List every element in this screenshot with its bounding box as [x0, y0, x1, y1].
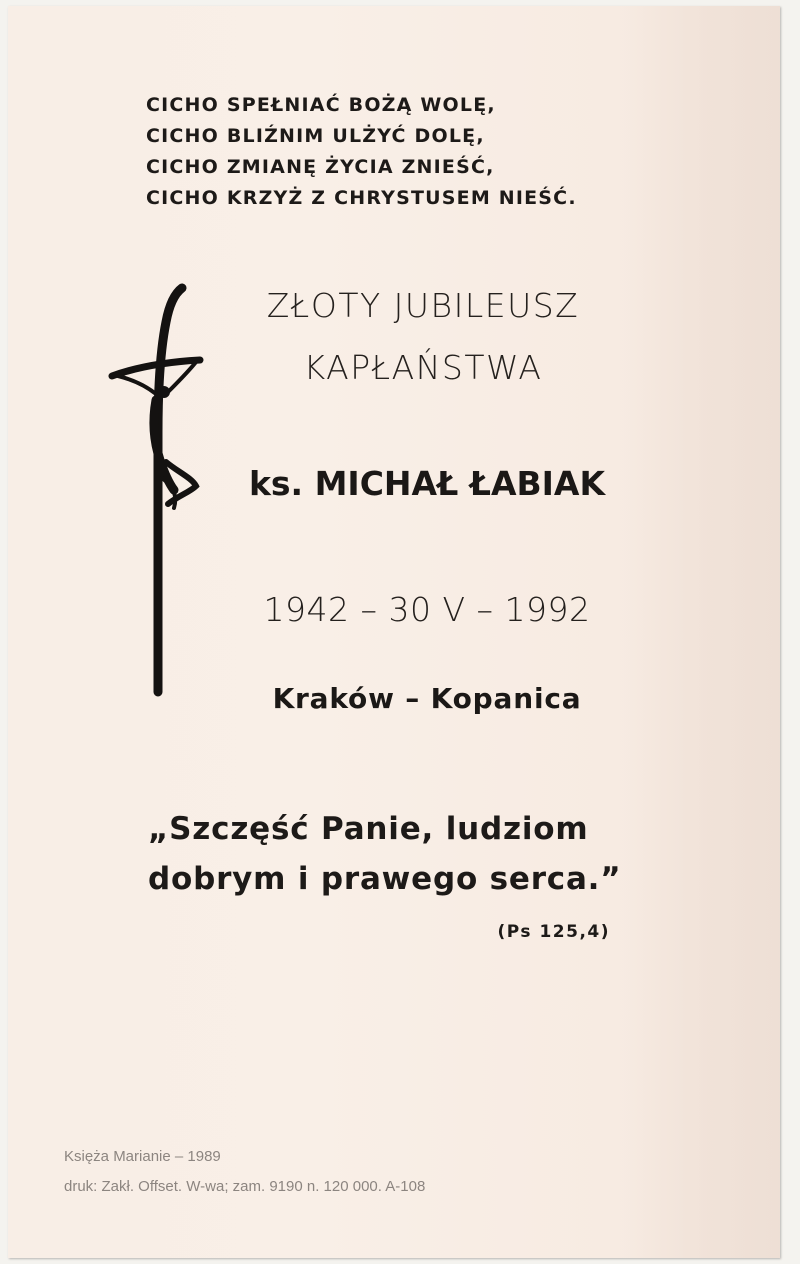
- quote-line-2: dobrym i prawego serca.”: [148, 861, 622, 897]
- poem-line-3: CICHO ZMIANĘ ŻYCIA ZNIEŚĆ,: [146, 156, 495, 178]
- print-info-line: druk: Zakł. Offset. W-wa; zam. 9190 n. 120 000. A-108: [64, 1178, 426, 1195]
- scripture-quote: [148, 804, 621, 904]
- jubilee-dates: 1942 – 30 V – 1992: [263, 590, 591, 629]
- prayer-card: [8, 6, 780, 1258]
- publisher-line: Księża Marianie – 1989: [64, 1148, 221, 1165]
- scripture-reference: (Ps 125,4): [497, 922, 610, 942]
- jubilee-title-line-2: KAPŁAŃSTWA: [303, 348, 543, 387]
- poem: [146, 90, 577, 214]
- crucifix-icon: [104, 282, 210, 698]
- poem-line-2: CICHO BLIŹNIM ULŻYĆ DOLĘ,: [146, 125, 485, 147]
- poem-line-4: CICHO KRZYŻ Z CHRYSTUSEM NIEŚĆ.: [146, 187, 577, 209]
- jubilee-title-line-1: ZŁOTY JUBILEUSZ: [266, 286, 580, 325]
- place-name: Kraków – Kopanica: [272, 682, 582, 715]
- quote-line-1: „Szczęść Panie, ludziom: [148, 811, 589, 847]
- priest-name: ks. MICHAŁ ŁABIAK: [248, 464, 606, 503]
- poem-line-1: CICHO SPEŁNIAĆ BOŻĄ WOLĘ,: [146, 94, 496, 116]
